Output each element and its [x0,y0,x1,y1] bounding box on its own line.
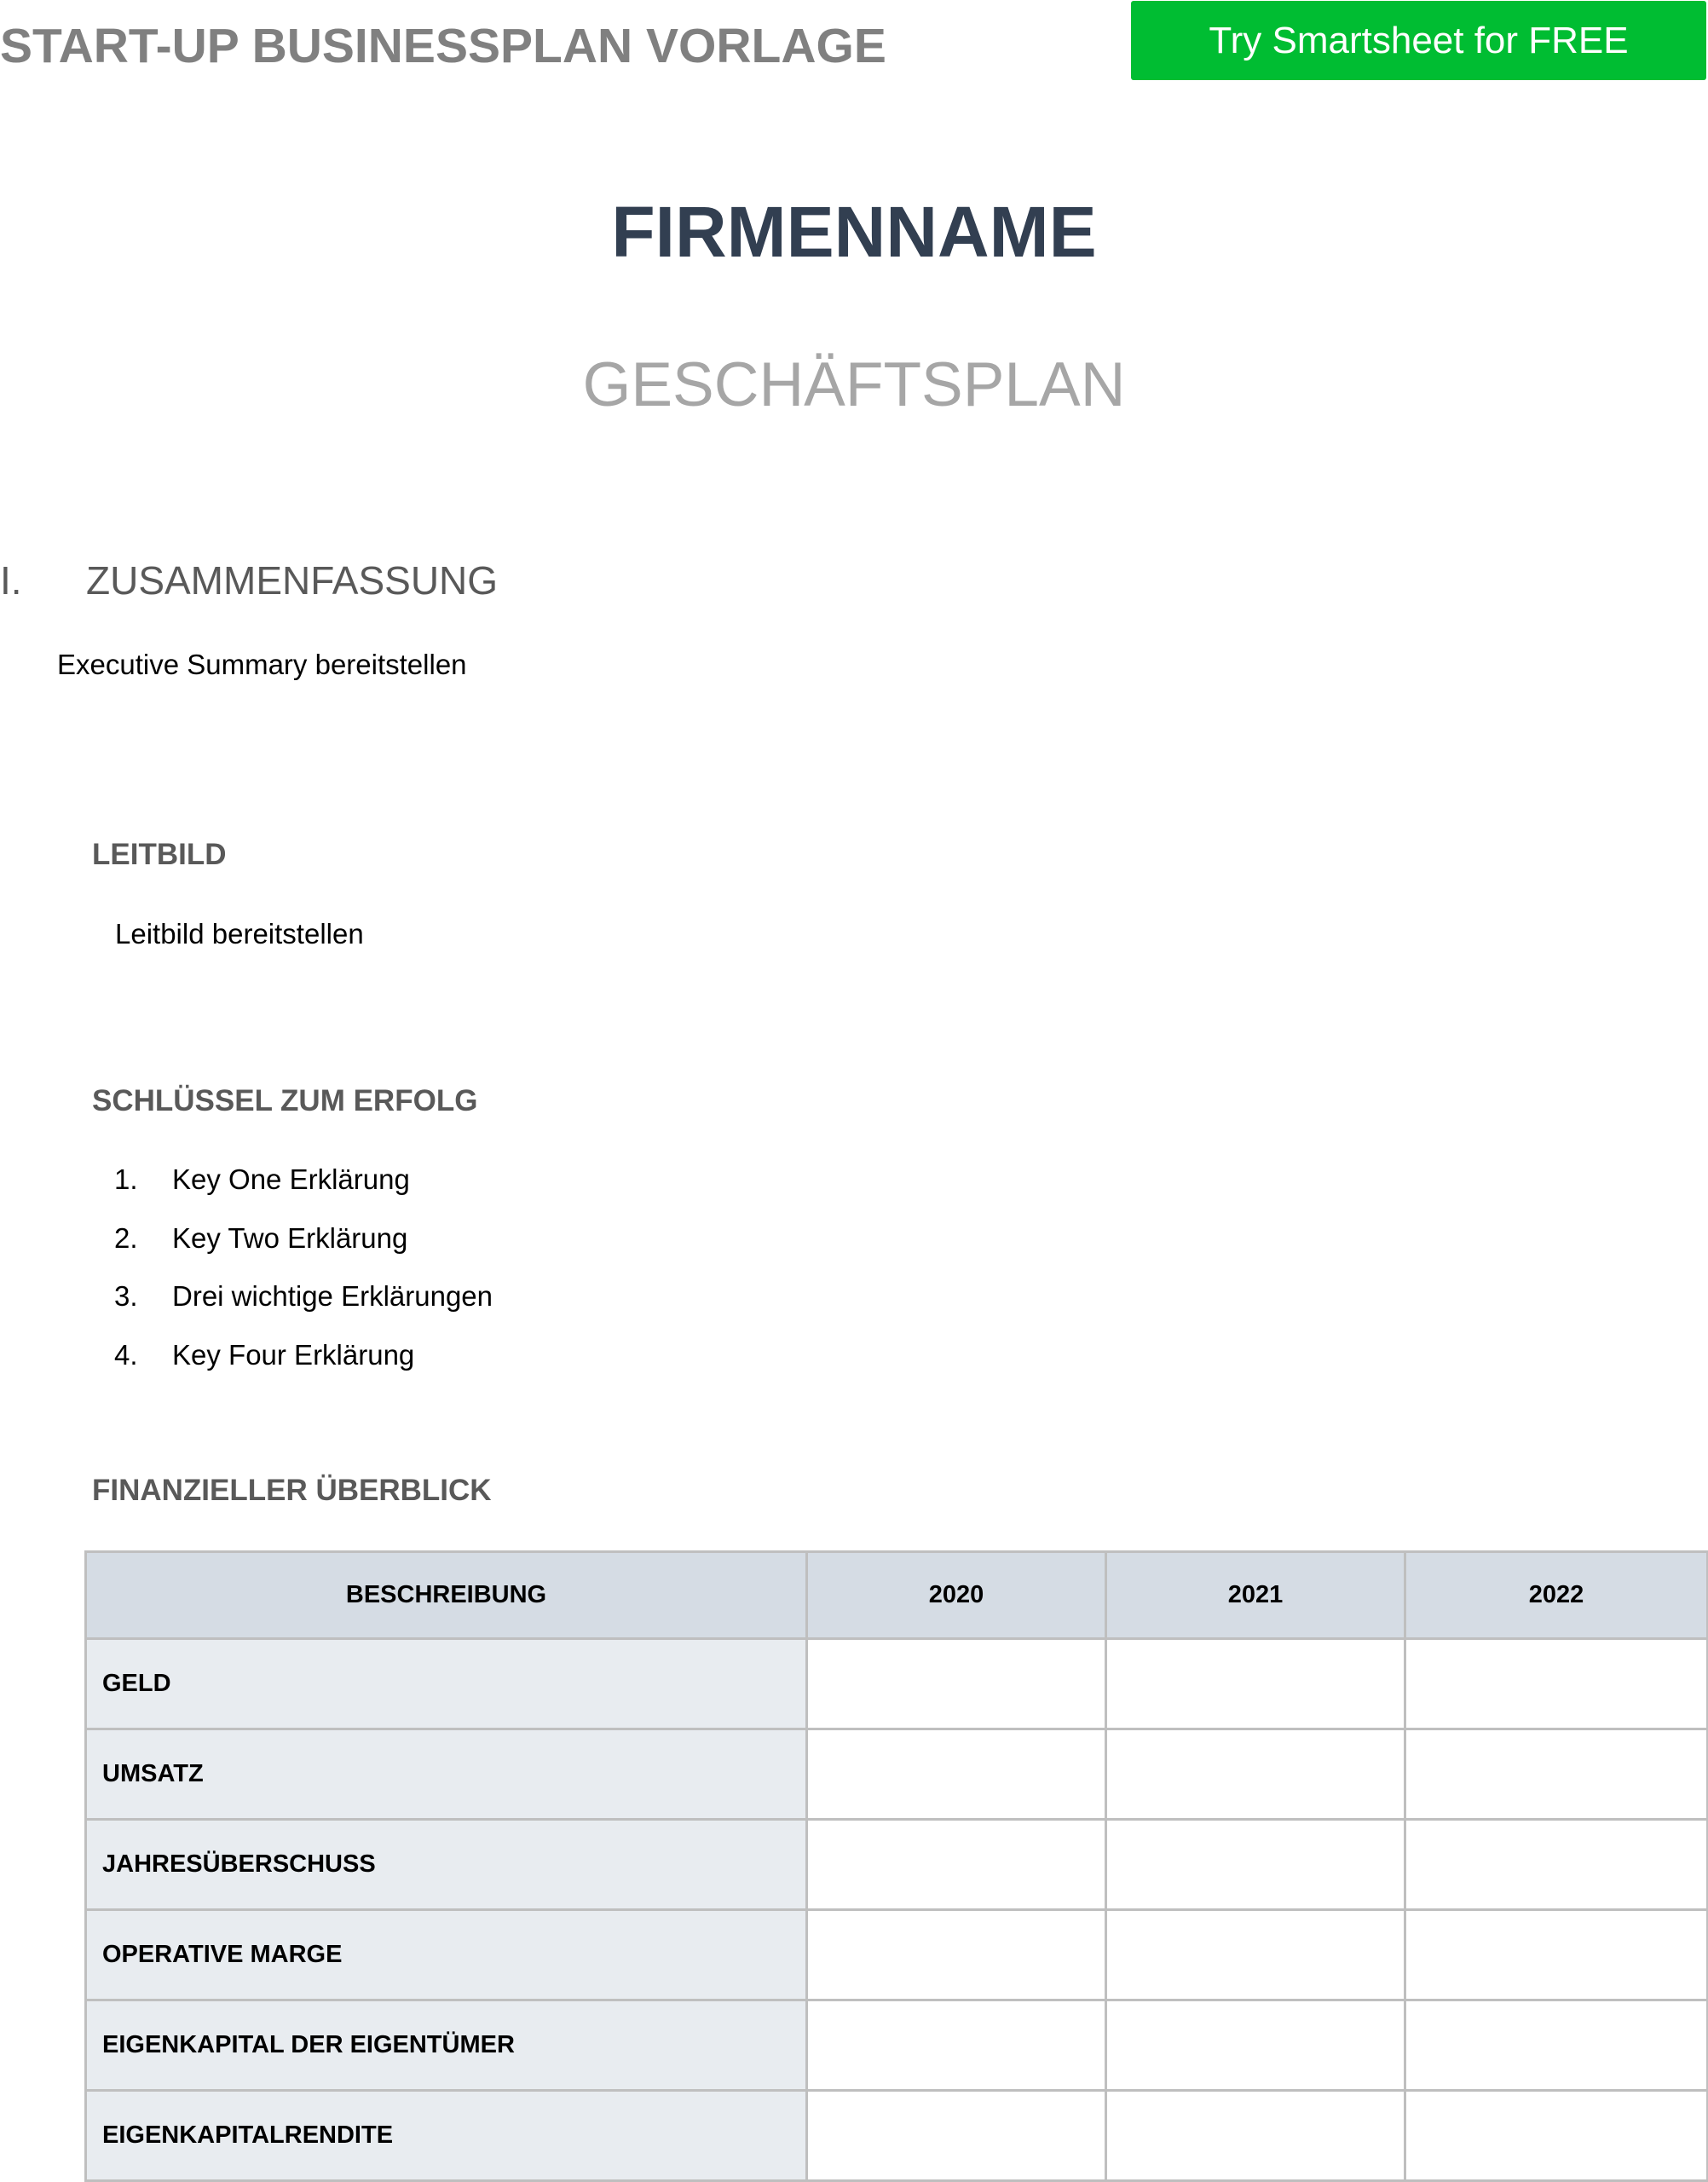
list-number: 1. [114,1163,138,1195]
list-item [114,1220,493,1279]
list-item [114,1161,493,1220]
table-row [86,2000,1708,2091]
company-name: FIRMENNAME [611,192,1097,272]
document-title: START-UP BUSINESSPLAN VORLAGE [0,19,886,73]
table-cell[interactable] [1405,1910,1708,2000]
table-cell[interactable] [807,2091,1106,2181]
table-cell[interactable] [1405,1729,1708,1820]
table-cell[interactable] [1106,1639,1405,1729]
row-label: GELD [86,1639,807,1729]
row-label: UMSATZ [86,1729,807,1820]
leitbild-heading: LEITBILD [92,838,227,871]
table-cell[interactable] [1106,1729,1405,1820]
table-row [86,1729,1708,1820]
list-text: Key One Erklärung [172,1163,410,1195]
list-text: Key Two Erklärung [172,1221,408,1254]
list-number: 2. [114,1221,138,1254]
list-number: 3. [114,1280,138,1312]
table-cell[interactable] [1106,1820,1405,1910]
list-item [114,1336,493,1395]
keys-list [114,1161,493,1394]
section-title: ZUSAMMENFASSUNG [86,558,499,603]
table-cell[interactable] [1106,2000,1405,2091]
table-row [86,1910,1708,2000]
table-row [86,1820,1708,1910]
list-text: Drei wichtige Erklärungen [172,1280,493,1312]
column-header-2022: 2022 [1405,1552,1708,1639]
table-cell[interactable] [1405,2000,1708,2091]
plan-subtitle: GESCHÄFTSPLAN [582,350,1126,419]
list-text: Key Four Erklärung [172,1338,415,1371]
financial-table [84,1550,1708,2182]
table-cell[interactable] [807,1729,1106,1820]
row-label: JAHRESÜBERSCHUSS [86,1820,807,1910]
table-header-row [86,1552,1708,1639]
table-row [86,1639,1708,1729]
row-label: EIGENKAPITAL DER EIGENTÜMER [86,2000,807,2091]
list-number: 4. [114,1338,138,1371]
table-cell[interactable] [807,1639,1106,1729]
column-header-2020: 2020 [807,1552,1106,1639]
keys-heading: SCHLÜSSEL ZUM ERFOLG [92,1084,478,1117]
leitbild-text: Leitbild bereitstellen [115,918,364,950]
row-label: EIGENKAPITALRENDITE [86,2091,807,2181]
table-cell[interactable] [1405,1639,1708,1729]
section-number: I. [0,558,22,603]
executive-summary-text: Executive Summary bereitstellen [57,649,467,680]
table-cell[interactable] [807,2000,1106,2091]
try-smartsheet-button[interactable]: Try Smartsheet for FREE [1131,1,1706,80]
table-cell[interactable] [1106,2091,1405,2181]
table-cell[interactable] [807,1820,1106,1910]
table-cell[interactable] [807,1910,1106,2000]
table-row [86,2091,1708,2181]
column-header-2021: 2021 [1106,1552,1405,1639]
row-label: OPERATIVE MARGE [86,1910,807,2000]
table-cell[interactable] [1405,2091,1708,2181]
column-header-description: BESCHREIBUNG [86,1552,807,1639]
table-cell[interactable] [1106,1910,1405,2000]
financial-heading: FINANZIELLER ÜBERBLICK [92,1474,492,1507]
list-item [114,1278,493,1336]
table-cell[interactable] [1405,1820,1708,1910]
